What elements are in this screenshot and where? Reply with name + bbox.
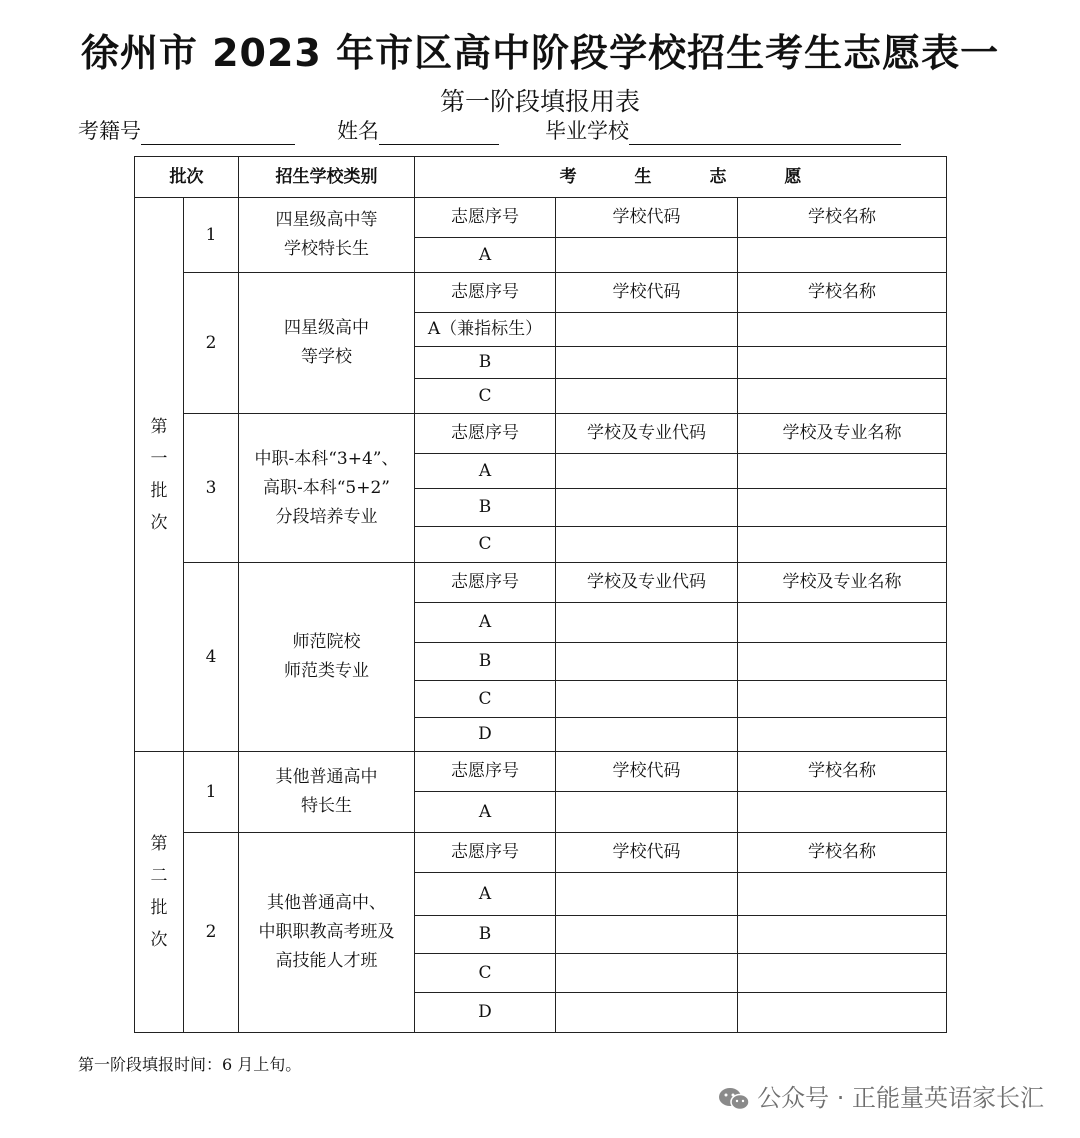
table-header	[135, 157, 947, 198]
wish-order-label: A	[415, 603, 556, 643]
code-header: 学校代码	[556, 752, 738, 792]
school-category	[239, 198, 415, 273]
school-category	[239, 563, 415, 752]
school-code-cell[interactable]	[556, 993, 738, 1033]
exam-no-blank[interactable]	[141, 124, 295, 145]
application-table	[134, 156, 947, 1033]
school-name-cell[interactable]	[738, 954, 947, 993]
wish-order-label: C	[415, 954, 556, 993]
category-line: 四星级高中等	[275, 210, 378, 230]
batch-label: 第一批次	[135, 198, 184, 752]
category-line: 中职-本科“3+4”、	[254, 448, 399, 469]
school-name-cell[interactable]	[738, 489, 947, 527]
category-line: 学校特长生	[284, 239, 369, 259]
wish-order-header: 志愿序号	[415, 198, 556, 238]
wish-order-label: A	[415, 792, 556, 833]
school-code-cell[interactable]	[556, 873, 738, 916]
watermark	[717, 1078, 1044, 1113]
wish-order-label: A	[415, 454, 556, 489]
name-header: 学校名称	[738, 833, 947, 873]
category-line: 特长生	[301, 796, 352, 816]
wish-order-label: B	[415, 347, 556, 379]
school-category	[239, 414, 415, 563]
school-name-cell[interactable]	[738, 873, 947, 916]
category-line: 等学校	[301, 347, 352, 367]
exam-no-label: 考籍号	[78, 119, 141, 143]
name-blank[interactable]	[379, 124, 499, 145]
school-name-cell[interactable]	[738, 347, 947, 379]
wish-order-label: C	[415, 681, 556, 718]
school-blank[interactable]	[629, 124, 901, 145]
school-code-cell[interactable]	[556, 379, 738, 414]
wish-order-label: B	[415, 916, 556, 954]
wish-head-row	[135, 273, 947, 313]
school-label: 毕业学校	[545, 119, 629, 143]
school-name-cell[interactable]	[738, 993, 947, 1033]
school-code-cell[interactable]	[556, 792, 738, 833]
school-name-cell[interactable]	[738, 643, 947, 681]
category-line: 分段培养专业	[275, 506, 378, 527]
footnote: 第一阶段填报时间：6 月上旬。	[78, 1055, 302, 1074]
school-name-cell[interactable]	[738, 379, 947, 414]
page-subtitle: 第一阶段填报用表	[439, 87, 640, 116]
item-number: 2	[184, 273, 239, 414]
school-category	[239, 273, 415, 414]
wish-head-row	[135, 833, 947, 873]
name-header: 学校及专业名称	[738, 563, 947, 603]
school-code-cell[interactable]	[556, 603, 738, 643]
wish-head-row	[135, 198, 947, 238]
school-code-cell[interactable]	[556, 238, 738, 273]
item-number: 1	[184, 752, 239, 833]
wish-order-label: B	[415, 489, 556, 527]
school-name-cell[interactable]	[738, 238, 947, 273]
school-code-cell[interactable]	[556, 489, 738, 527]
school-name-cell[interactable]	[738, 454, 947, 489]
school-code-cell[interactable]	[556, 954, 738, 993]
name-header: 学校及专业名称	[738, 414, 947, 454]
code-header: 学校代码	[556, 198, 738, 238]
school-code-cell[interactable]	[556, 681, 738, 718]
category-line: 其他普通高中、	[267, 893, 386, 913]
wish-order-header: 志愿序号	[415, 833, 556, 873]
name-header: 学校名称	[738, 752, 947, 792]
wish-head-row	[135, 414, 947, 454]
category-line: 高技能人才班	[275, 951, 378, 971]
page-title: 徐州市 2023 年市区高中阶段学校招生考生志愿表一	[80, 31, 1000, 75]
wish-order-header: 志愿序号	[415, 414, 556, 454]
school-category	[239, 833, 415, 1033]
school-code-cell[interactable]	[556, 643, 738, 681]
wish-head-row	[135, 752, 947, 792]
name-label: 姓名	[337, 119, 379, 143]
wish-order-label: B	[415, 643, 556, 681]
category-line: 师范院校	[292, 632, 361, 652]
item-number: 4	[184, 563, 239, 752]
wish-head-row	[135, 563, 947, 603]
category-line: 高职-本科“5+2”	[262, 477, 390, 498]
item-number: 1	[184, 198, 239, 273]
school-code-cell[interactable]	[556, 347, 738, 379]
wish-order-header: 志愿序号	[415, 752, 556, 792]
name-header: 学校名称	[738, 273, 947, 313]
school-code-cell[interactable]	[556, 454, 738, 489]
school-name-cell[interactable]	[738, 313, 947, 347]
header-category: 招生学校类别	[239, 157, 415, 198]
code-header: 学校及专业代码	[556, 414, 738, 454]
school-name-cell[interactable]	[738, 681, 947, 718]
school-code-cell[interactable]	[556, 916, 738, 954]
exam-no-field[interactable]	[78, 115, 295, 145]
wechat-icon	[717, 1085, 751, 1113]
code-header: 学校代码	[556, 833, 738, 873]
category-line: 中职职教高考班及	[258, 922, 395, 942]
batch-label: 第二批次	[135, 752, 184, 1033]
school-category	[239, 752, 415, 833]
category-line: 师范类专业	[284, 661, 369, 681]
header-batch: 批次	[135, 157, 239, 198]
school-code-cell[interactable]	[556, 527, 738, 563]
school-name-cell[interactable]	[738, 718, 947, 752]
watermark-text: 公众号 · 正能量英语家长汇	[757, 1084, 1044, 1112]
school-name-cell[interactable]	[738, 527, 947, 563]
school-name-cell[interactable]	[738, 603, 947, 643]
wish-order-label: D	[415, 718, 556, 752]
name-field[interactable]	[337, 115, 499, 145]
school-code-cell[interactable]	[556, 313, 738, 347]
code-header: 学校及专业代码	[556, 563, 738, 603]
wish-order-label: A	[415, 238, 556, 273]
item-number: 3	[184, 414, 239, 563]
category-line: 四星级高中	[284, 318, 369, 338]
name-header: 学校名称	[738, 198, 947, 238]
school-code-cell[interactable]	[556, 718, 738, 752]
school-field[interactable]	[545, 115, 901, 145]
code-header: 学校代码	[556, 273, 738, 313]
wish-order-header: 志愿序号	[415, 273, 556, 313]
wish-order-label: A（兼指标生）	[415, 313, 556, 347]
wish-order-header: 志愿序号	[415, 563, 556, 603]
wish-order-label: C	[415, 379, 556, 414]
school-name-cell[interactable]	[738, 792, 947, 833]
category-line: 其他普通高中	[275, 767, 378, 787]
header-wish: 考 生 志 愿	[415, 157, 947, 198]
school-name-cell[interactable]	[738, 916, 947, 954]
wish-order-label: A	[415, 873, 556, 916]
item-number: 2	[184, 833, 239, 1033]
wish-order-label: D	[415, 993, 556, 1033]
wish-order-label: C	[415, 527, 556, 563]
